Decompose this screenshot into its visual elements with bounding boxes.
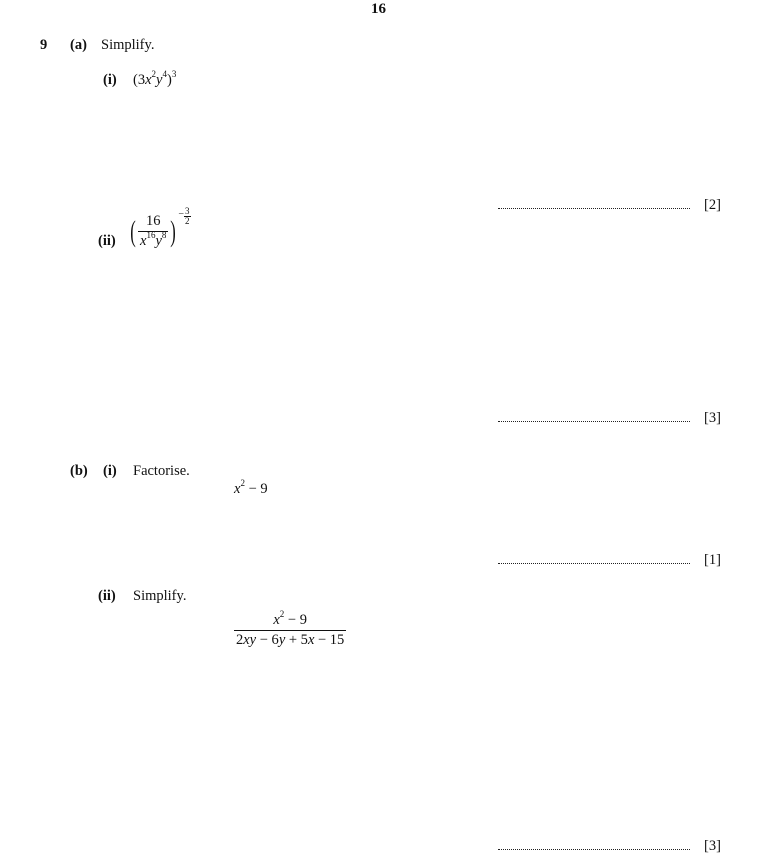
answer-dotted-line[interactable] [498,563,690,564]
part-a-ii-expression: ( $\frac{16}{x^{16}y^8}$ ) − $\frac{3}{2}$ [130,206,190,249]
part-b-ii-instruction: Simplify. [133,588,187,604]
answer-dotted-line[interactable] [498,208,690,209]
right-paren: ) [170,214,177,248]
marks-b-i: [1] [704,552,721,568]
left-paren: ( [130,214,136,248]
answer-line-b-ii[interactable] [498,838,721,855]
part-a-label: (a) [70,37,87,53]
part-a-ii-label: (ii) [98,233,116,249]
a-ii-exponent: $\frac{3}{2}$ [185,206,190,226]
part-b-ii-fraction [234,609,346,649]
marks-a-i: [2] [704,197,721,213]
part-b-label: (b) [70,463,88,479]
marks-a-ii: [3] [704,410,721,426]
part-a-i-label: (i) [103,72,117,88]
part-b-i-instruction: Factorise. [133,463,190,479]
part-b-i-expression: $x^2 - 9$ [234,478,268,497]
a-ii-denominator: $x^{16}y^8$ [140,230,167,249]
part-b-ii-label: (ii) [98,588,116,604]
answer-line-b-i[interactable] [498,552,721,569]
part-a-i-expression: $(3x^2y^4)^3$ [133,69,177,88]
answer-dotted-line[interactable] [498,421,690,422]
part-a-instruction: Simplify. [101,37,155,53]
question-number: 9 [40,37,48,53]
answer-dotted-line[interactable] [498,849,690,850]
page-number: 16 [371,1,386,17]
part-b-i-label: (i) [103,463,117,479]
a-ii-numerator: 16 [138,213,168,232]
answer-line-a-i[interactable] [498,197,721,214]
answer-line-a-ii[interactable] [498,410,721,427]
marks-b-ii: [3] [704,838,721,854]
b-ii-denominator: 2xy − 6y + 5x − 15 [236,632,345,648]
b-ii-numerator: $x^2 - 9$ [234,612,346,631]
